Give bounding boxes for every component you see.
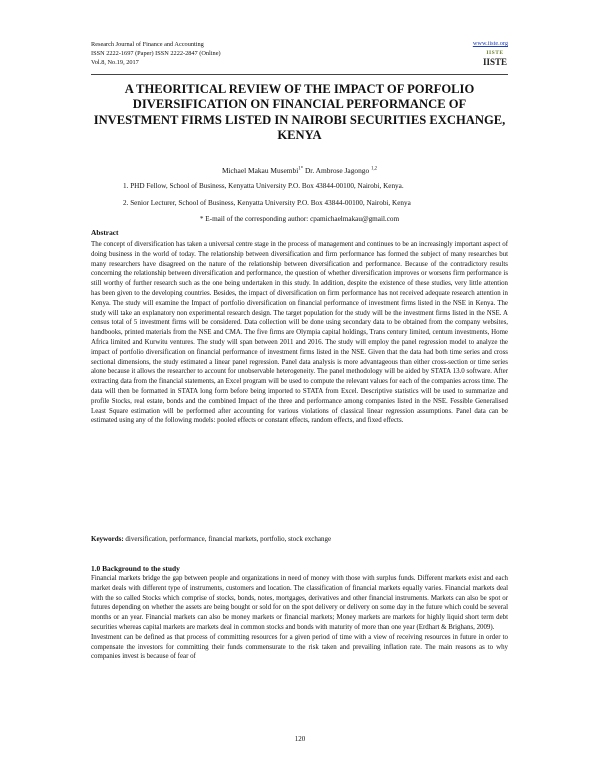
background-heading: 1.0 Background to the study <box>91 564 180 573</box>
keywords-line <box>91 535 508 543</box>
author-1: Michael Makau Musembi <box>221 166 299 175</box>
abstract-body: The concept of diversification has taken a universal centre stage in the process of management and continues to be an increasingly important aspect of doing business in the world of today. The relationship between diversification and firm performance has formed the subject of many researches but many researchers have disagreed on the nature of the relationship between diversification and performance. Because of the contradictory results concerning the relationship between diversification and performance, the question of whether diversification improves or worsens firm performance is still worthy of further research such as the one being undertaken in this study. In addition, despite the existence of these studies, very little attention has been given to the developing countries. Besides, the impact of diversification on firm performance has not received adequate research attention in Kenya. The study will examine the Impact of portfolio diversification on financial performance of investment firms listed in the NSE in Kenya. The study will take an explanatory non experimental research design. The target population for the study will be the investment firms listed in the NSE. A census total of 5 investment firms will be considered. Data collection will be done using secondary data to be obtained from the company websites, handbooks, printed materials from the NSE and CMA. The five firms are Olympia capital holdings, Trans century limited, centum investments, Home Africa limited and Kurwitu ventures. The study will span between 2011 and 2016. The study will employ the panel regression model to analyze the impact of portfolio diversification on financial performance of investment firms listed in the NSE. Given that the data had both time series and cross sectional dimensions, the study estimated a linear panel regression. Panel data analysis is more advantageous than either cross-section or time series alone because it allows the researcher to account for unobservable heterogeneity. The panel methodology will be aided by STATA 13.0 software. After extracting data from the financial statements, an Excel program will be used to compute the relevant values for each of the companies across time. The data will then be formatted in STATA long form before being imported to STATA from Excel. Descriptive statistics will be used to summarize and profile Stocks, real estate, bonds and the combined Impact of the three and performance among companies listed in the NSE. Fessible Generalised Least Square estimation will be performed after accounting for various violations of classical linear regression assumptions. Panel data can be estimated using any of the following models: pooled effects or constant effects, random effects, and fixed effects. <box>91 241 508 425</box>
running-header <box>91 40 221 67</box>
logo-main-text: IISTE <box>482 57 508 67</box>
corresponding-email: * E-mail of the corresponding author: cpamichaelmakau@gmail.com <box>199 215 400 223</box>
journal-name: Research Journal of Finance and Accounting <box>91 41 204 48</box>
affiliation-2: 2. Senior Lecturer, School of Business, Kenyatta University P.O. Box 43844-00100, Nairobi, Kenya <box>123 199 411 207</box>
journal-url-link[interactable]: www.iiste.org <box>472 40 508 47</box>
author-2: Dr. Ambrose Jagongo <box>303 166 370 175</box>
header-divider <box>91 74 508 75</box>
journal-volume: Vol.8, No.19, 2017 <box>91 59 139 66</box>
keywords-text: diversification, performance, financial markets, portfolio, stock exchange <box>123 535 332 543</box>
background-body <box>91 574 508 662</box>
author-line <box>91 166 508 175</box>
keywords-label: Keywords: <box>91 535 124 543</box>
background-paragraph-1: Financial markets bridge the gap between people and organizations in need of money with those with surplus funds. Different markets exist and each market deals with different type of instruments, customers and location. The classification of financial markets equally varies. Financial markets deal with the so called Stocks which comprise of stocks, bonds, notes, mortgages, derivatives and other financial instruments. Markets can also be spot or futures depending on whether the assets are being bought or sold for on the spot delivery or delivery on some day in the future which could be several months or an year. Financial markets can also be money markets or financial markets; Money markets are markets for highly liquid short term debt securities whereas capital markets are markets deal in common stocks and bonds with maturity of more than one year (Erdhart & Brighans, 2009). <box>91 575 508 631</box>
abstract-heading: Abstract <box>91 228 119 237</box>
author-2-sup: 1,2 <box>371 166 378 172</box>
author-1-sup: 1* <box>298 166 304 172</box>
paper-title: A THEORITICAL REVIEW OF THE IMPACT OF PORFOLIO DIVERSIFICATION ON FINANCIAL PERFORMANCE OF INVESTMENT FIRMS LISTED IN NAIROBI SECURITIES EXCHANGE, KENYA <box>93 82 506 143</box>
background-paragraph-2: Investment can be defined as that process of committing resources for a given period of time with a view of receiving resources in future in order to compensate the investors for committing their funds commensurate to the risk taken and prevailing inflation rate. The main reasons as to why companies invest is because of fear of <box>91 633 508 661</box>
logo-top-text: IISTE <box>486 50 504 56</box>
page-number: 120 <box>294 735 306 743</box>
journal-issn: ISSN 2222-1697 (Paper) ISSN 2222-2847 (Online) <box>91 50 221 57</box>
iiste-logo <box>482 50 508 72</box>
affiliation-1: 1. PHD Fellow, School of Business, Kenyatta University P.O. Box 43844-00100, Nairobi, Kenya. <box>123 182 404 190</box>
